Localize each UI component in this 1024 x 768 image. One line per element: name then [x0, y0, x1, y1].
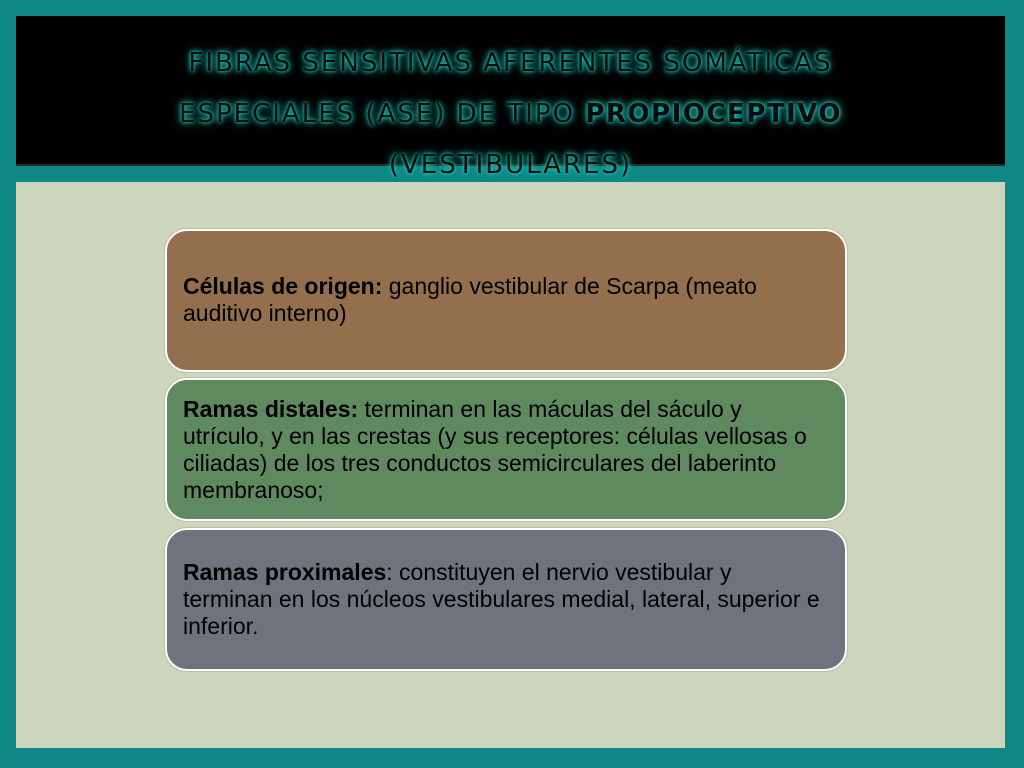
card-description: : constituyen el nervio vestibular y terminan en los núcleos vestibulares medial, lateral, superior e inferior. — [183, 559, 820, 639]
slide-title — [16, 38, 1005, 191]
title-line-3: (VESTIBULARES) — [388, 150, 633, 180]
card-text — [183, 559, 823, 640]
title-line-2-prefix: ESPECIALES (ASE) DE TIPO — [179, 99, 586, 129]
card-text — [183, 396, 823, 504]
card-term: Células de origen: — [183, 272, 383, 299]
card-distal-branches — [165, 378, 847, 521]
card-term: Ramas distales: — [183, 395, 359, 422]
card-text — [183, 273, 823, 327]
title-line-1: FIBRAS SENSITIVAS AFERENTES SOMÁTICAS — [188, 48, 833, 78]
card-cells-of-origin — [165, 229, 847, 372]
card-description: terminan en las máculas del sáculo y utrículo, y en las crestas (y sus receptores: células vellosas o ciliadas) de los tres conductos semicirculares del laberinto membranoso; — [183, 395, 807, 503]
card-proximal-branches — [165, 528, 847, 671]
card-description: ganglio vestibular de Scarpa (meato auditivo interno) — [183, 272, 757, 326]
card-term: Ramas proximales — [183, 559, 387, 585]
title-bar — [16, 16, 1005, 180]
title-line-2-emphasis: PROPIOCEPTIVO — [585, 99, 842, 129]
